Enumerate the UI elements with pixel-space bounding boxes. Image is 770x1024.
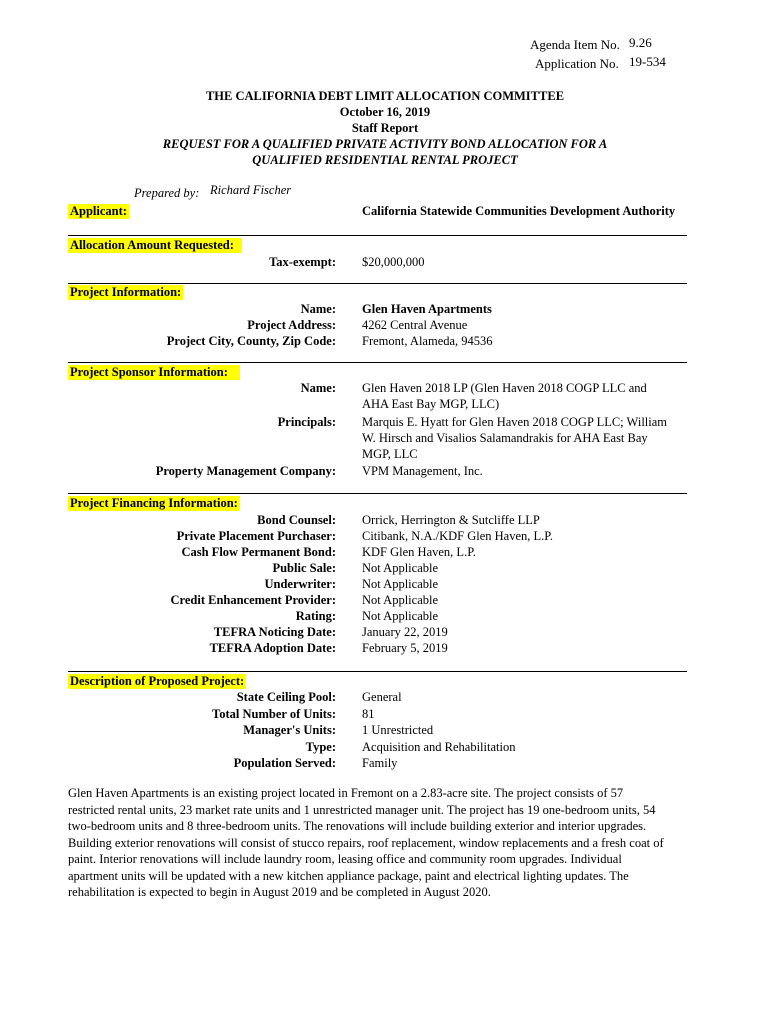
allocation-heading: Allocation Amount Requested: (68, 238, 242, 253)
financing-row-label: Rating: (295, 609, 336, 623)
description-heading: Description of Proposed Project: (70, 674, 245, 688)
financing-row-value: February 5, 2019 (362, 641, 448, 655)
property-management-value: VPM Management, Inc. (362, 464, 483, 478)
financing-row-label: Private Placement Purchaser: (176, 529, 336, 543)
sponsor-name-line1: Glen Haven 2018 LP (Glen Haven 2018 COGP LLC and (362, 381, 647, 395)
project-address-label: Project Address: (247, 318, 336, 332)
description-row-label: State Ceiling Pool: (236, 690, 336, 704)
project-description-paragraph: Glen Haven Apartments is an existing project located in Fremont on a 2.83-acre site. The project consists of 57 restricted rental units, 23 market rate units and 1 unrestricted manager unit. The project has 19 one-bedroom units, 54 two-bedroom units and 8 three-bedroom units. The renovations will include building exterior and interior upgrades. Building exterior renovations will consist of stucco repairs, roof replacement, window replacements and a fresh coat of paint. Interior renovations will include laundry room, leasing office and community room upgrades. Individual apartment units will be updated with a new kitchen appliance package, paint and electrical lighting updates. The rehabilitation is expected to begin in August 2019 and be completed in August 2020. (68, 786, 664, 899)
description-row-value: Acquisition and Rehabilitation (362, 739, 516, 754)
divider (68, 235, 687, 236)
financing-row-value: KDF Glen Haven, L.P. (362, 545, 476, 559)
property-management-label: Property Management Company: (155, 464, 336, 478)
financing-row-value: Not Applicable (362, 593, 439, 607)
financing-row-label: Underwriter: (264, 577, 336, 591)
financing-row-label: Credit Enhancement Provider: (170, 593, 336, 607)
report-type: Staff Report (351, 121, 419, 135)
financing-row-label: Public Sale: (272, 561, 336, 575)
project-info-heading: Project Information: (70, 285, 182, 299)
financing-row-value: Not Applicable (362, 609, 439, 623)
principals-line3: MGP, LLC (362, 447, 418, 461)
description-row-label: Manager's Units: (243, 723, 336, 737)
financing-row-label: TEFRA Adoption Date: (209, 641, 336, 655)
description-row-label: Population Served: (233, 756, 336, 770)
divider (68, 493, 687, 494)
financing-row-value: Orrick, Herrington & Sutcliffe LLP (362, 513, 540, 527)
project-address-value: 4262 Central Avenue (362, 318, 468, 332)
agenda-item-label: Agenda Item No. (530, 37, 620, 52)
report-date: October 16, 2019 (339, 105, 431, 119)
principals-line2: W. Hirsch and Visalios Salamandrakis for AHA East Bay (362, 431, 648, 445)
financing-row-value: Citibank, N.A./KDF Glen Haven, L.P. (362, 529, 553, 543)
sponsor-name-label: Name: (300, 381, 336, 395)
financing-row-value: January 22, 2019 (362, 625, 448, 639)
application-value: 19-534 (629, 54, 666, 69)
divider (68, 283, 687, 284)
financing-row-value: Not Applicable (362, 561, 439, 575)
tax-exempt-label: Tax-exempt: (269, 255, 336, 269)
applicant-value: California Statewide Communities Development Authority (362, 204, 676, 218)
description-row-value: 81 (362, 706, 375, 721)
sponsor-heading: Project Sponsor Information: (68, 365, 240, 380)
request-title-line2: QUALIFIED RESIDENTIAL RENTAL PROJECT (252, 153, 518, 167)
project-city-value: Fremont, Alameda, 94536 (362, 334, 493, 348)
financing-row-value: Not Applicable (362, 577, 439, 591)
principals-line1: Marquis E. Hyatt for Glen Haven 2018 COGP LLC; William (362, 415, 668, 429)
agenda-item-value: 9.26 (629, 35, 652, 50)
application-label: Application No. (535, 56, 619, 71)
applicant-heading: Applicant: (70, 204, 127, 218)
description-row-value: General (362, 690, 402, 704)
project-name-value: Glen Haven Apartments (362, 302, 492, 316)
project-name-label: Name: (300, 302, 336, 316)
committee-title: THE CALIFORNIA DEBT LIMIT ALLOCATION COMMITTEE (205, 89, 565, 103)
prepared-by-label: Prepared by: (134, 186, 200, 200)
divider (68, 362, 687, 363)
description-row-value: Family (362, 756, 398, 770)
divider (68, 671, 687, 672)
prepared-by-name: Richard Fischer (210, 183, 292, 197)
financing-row-label: Bond Counsel: (257, 513, 336, 527)
description-row-label: Total Number of Units: (212, 706, 336, 721)
description-row-value: 1 Unrestricted (362, 723, 434, 737)
financing-row-label: Cash Flow Permanent Bond: (181, 545, 336, 559)
description-row-label: Type: (305, 739, 336, 754)
tax-exempt-value: $20,000,000 (362, 255, 425, 269)
financing-heading: Project Financing Information: (70, 496, 238, 510)
request-title-line1: REQUEST FOR A QUALIFIED PRIVATE ACTIVITY BOND ALLOCATION FOR A (162, 137, 608, 151)
sponsor-name-line2: AHA East Bay MGP, LLC) (362, 397, 500, 411)
principals-label: Principals: (277, 415, 336, 429)
financing-row-label: TEFRA Noticing Date: (213, 625, 336, 639)
project-city-label: Project City, County, Zip Code: (166, 334, 336, 348)
